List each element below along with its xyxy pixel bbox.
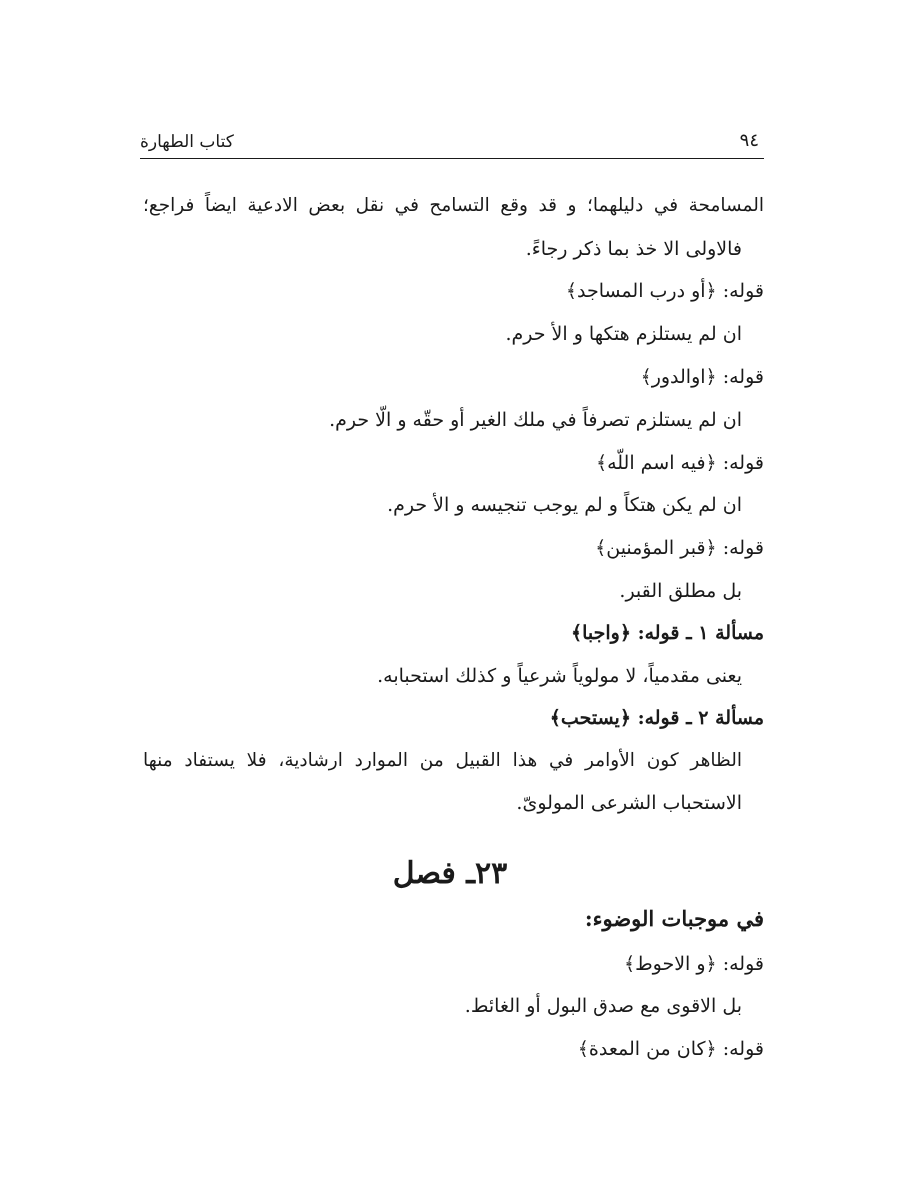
body-line: بل مطلق القبر.: [619, 580, 742, 602]
body-line: بل الاقوى مع صدق البول أو الغائط.: [464, 995, 742, 1017]
quote-line: قوله: ﴿أو درب المساجد﴾: [565, 280, 764, 302]
quote-line: قوله: ﴿كان من المعدة﴾: [577, 1038, 764, 1060]
body-line: فالاولى الا خذ بما ذكر رجاءً.: [525, 238, 742, 260]
quote-line: قوله: ﴿قبر المؤمنين﴾: [595, 537, 764, 559]
running-header-title: كتاب الطهارة: [140, 132, 234, 152]
header-divider: [140, 158, 764, 159]
issue-line: مسألة ۱ ـ قوله: ﴿واجبا﴾: [570, 622, 764, 644]
body-line: ان لم يستلزم تصرفاً في ملك الغير أو حقّه و الّا حرم.: [329, 409, 742, 431]
section-subheading: في موجبات الوضوء:: [584, 906, 764, 931]
section-heading: ۲۳ـ فصل: [392, 856, 508, 891]
body-line: ان لم يكن هتكاً و لم يوجب تنجيسه و الأ حرم.: [387, 494, 742, 516]
quote-line: قوله: ﴿فيه اسم اللّه﴾: [595, 452, 764, 474]
page-number: ٩٤: [739, 130, 759, 151]
body-line: المسامحة في دليلهما؛ و قد وقع التسامح في نقل بعض الادعية ايضاً فراجع؛: [143, 195, 764, 216]
quote-line: قوله: ﴿اوالدور﴾: [640, 366, 764, 388]
body-line: يعنى مقدمياً، لا مولوياً شرعياً و كذلك استحبابه.: [377, 665, 742, 687]
quote-line: قوله: ﴿و الاحوط﴾: [623, 953, 764, 975]
body-line: الاستحباب الشرعى المولوىّ.: [516, 792, 742, 814]
issue-line: مسألة ۲ ـ قوله: ﴿يستحب﴾: [549, 707, 764, 729]
body-line: الظاهر كون الأوامر في هذا القبيل من الموارد ارشادية، فلا يستفاد منها: [143, 750, 742, 771]
body-line: ان لم يستلزم هتكها و الأ حرم.: [505, 323, 742, 345]
